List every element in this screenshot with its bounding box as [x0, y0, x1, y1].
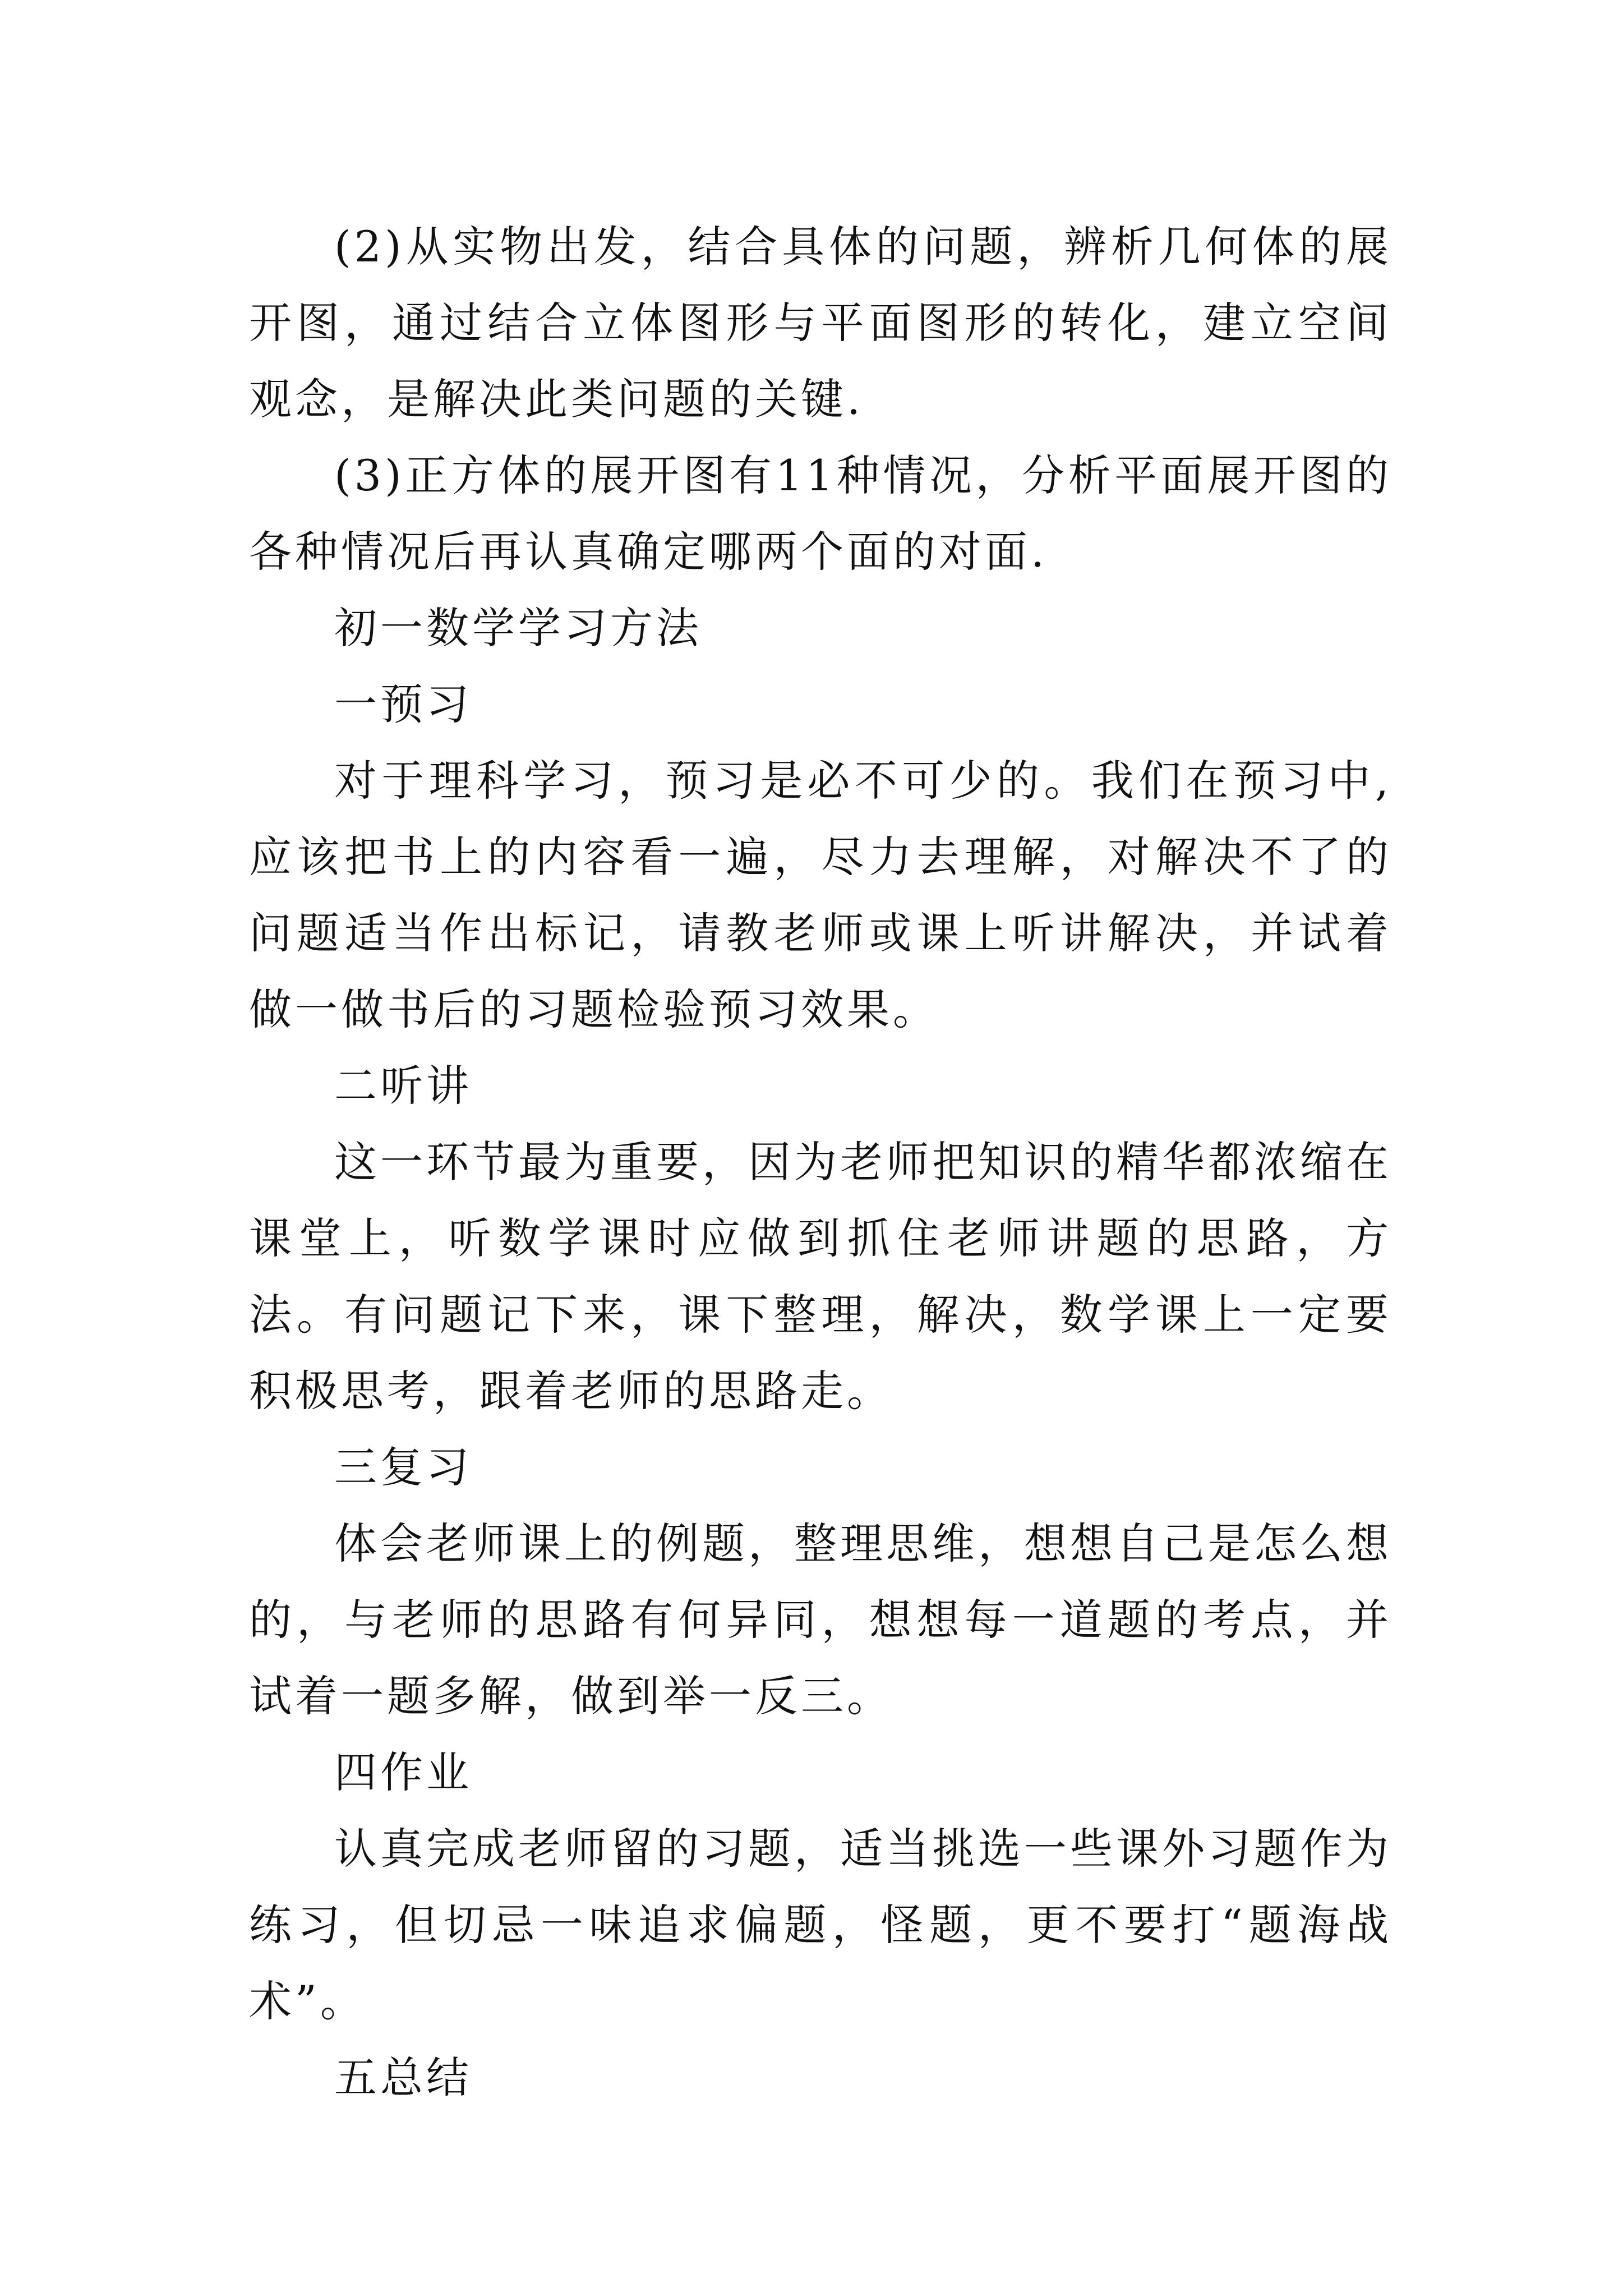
heading-review: 三复习 — [334, 1442, 472, 1492]
paragraph-listening: 这一环节最为重要，因为老师把知识的精华都浓缩在课堂上，听数学课时应做到抓住老师讲题的思路，方法。有问题记下来，课下整理，解决，数学课上一定要积极思考，跟着老师的思路走。 — [249, 1137, 1392, 1416]
document-body — [249, 209, 1392, 2116]
heading-homework: 四作业 — [334, 1747, 472, 1797]
heading-preview: 一预习 — [334, 679, 472, 729]
paragraph-cube-nets: (3)正方体的展开图有11种情况，分析平面展开图的各种情况后再认真确定哪两个面的对面. — [249, 450, 1392, 577]
paragraph-preview: 对于理科学习，预习是必不可少的。我们在预习中,应该把书上的内容看一遍，尽力去理解，对解决不了的问题适当作出标记，请教老师或课上听讲解决，并试着做一做书后的习题检验预习效果。 — [249, 756, 1392, 1034]
heading-listening: 二听讲 — [334, 1061, 472, 1111]
paragraph-homework: 认真完成老师留的习题，适当挑选一些课外习题作为练习，但切忌一味追求偏题，怪题，更不要打“题海战术”。 — [249, 1824, 1392, 2026]
paragraph-review: 体会老师课上的例题，整理思维，想想自己是怎么想的，与老师的思路有何异同，想想每一道题的考点，并试着一题多解，做到举一反三。 — [249, 1519, 1392, 1721]
section-title-study-methods: 初一数学学习方法 — [334, 603, 702, 653]
paragraph-unfolding-analysis: (2)从实物出发，结合具体的问题，辨析几何体的展开图，通过结合立体图形与平面图形的转化，建立空间观念，是解决此类问题的关键. — [249, 222, 1392, 424]
heading-summary: 五总结 — [334, 2053, 472, 2102]
